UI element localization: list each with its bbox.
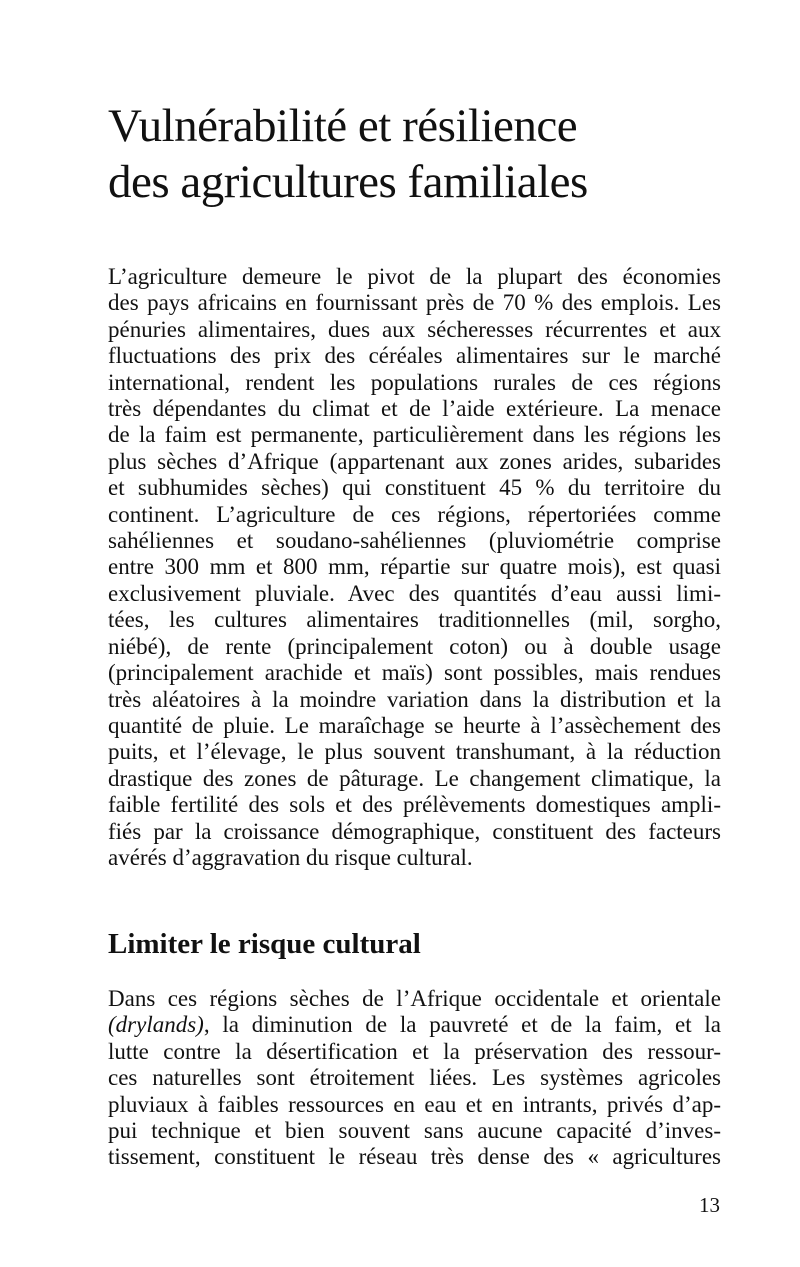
text-line: pluviaux à faibles ressources en eau et en intrants, privés d’ap-: [108, 1091, 721, 1117]
text-line: fluctuations des prix des céréales alimentaires sur le marché: [108, 343, 721, 369]
text-line: et subhumides sèches) qui constituent 45 % du territoire du: [108, 475, 721, 501]
chapter-title-line-1: Vulnérabilité et résilience: [108, 100, 578, 152]
text-line: L’agriculture demeure le pivot de la plupart des économies: [108, 264, 721, 289]
text-line: lutte contre la désertification et la préservation des ressour-: [108, 1038, 721, 1064]
text-line: pénuries alimentaires, dues aux sécheresses récurrentes et aux: [108, 316, 721, 342]
text-line: avérés d’aggravation du risque cultural.: [108, 844, 473, 870]
text-line: (principalement arachide et maïs) sont possibles, mais rendues: [108, 660, 721, 686]
body-paragraph-1: [108, 264, 721, 871]
text-line: sahéliennes et soudano-sahéliennes (pluviométrie comprise: [108, 528, 721, 554]
text-line: de la faim est permanente, particulièrement dans les régions les: [108, 422, 721, 448]
text-line: continent. L’agriculture de ces régions, répertoriées comme: [108, 501, 721, 527]
text-line: drastique des zones de pâturage. Le changement climatique, la: [108, 765, 721, 791]
chapter-title-line-2: des agricultures familiales: [108, 156, 588, 208]
text-line: des pays africains en fournissant près de 70 % des emplois. Les: [108, 290, 721, 316]
text-line: international, rendent les populations rurales de ces régions: [108, 369, 721, 395]
text-line: très aléatoires à la moindre variation dans la distribution et la: [108, 686, 721, 712]
text-line: très dépendantes du climat et de l’aide extérieure. La menace: [108, 396, 721, 422]
italic-term: (drylands): [108, 1012, 204, 1038]
page-number: 13: [699, 1193, 720, 1217]
text-line: entre 300 mm et 800 mm, répartie sur quatre mois), est quasi: [108, 554, 721, 580]
text-line: niébé), de rente (principalement coton) ou à double usage: [108, 633, 721, 659]
section-heading: Limiter le risque cultural: [108, 928, 421, 960]
text-line: plus sèches d’Afrique (appartenant aux zones arides, subarides: [108, 448, 721, 474]
text-line: [108, 1012, 721, 1038]
text-line: pui technique et bien souvent sans aucune capacité d’inves-: [108, 1118, 721, 1144]
text-line: puits, et l’élevage, le plus souvent transhumant, à la réduction: [108, 739, 721, 765]
text-line: Dans ces régions sèches de l’Afrique occidentale et orientale: [108, 986, 721, 1011]
body-paragraph-2: [108, 986, 721, 1171]
text-line: faible fertilité des sols et des prélèvements domestiques ampli-: [108, 792, 721, 818]
text-line: ces naturelles sont étroitement liées. Les systèmes agricoles: [108, 1065, 721, 1091]
text-line: fiés par la croissance démographique, constituent des facteurs: [108, 818, 721, 844]
text-fragment: , la diminution de la pauvreté et de la faim, et la: [203, 1012, 721, 1038]
text-line: quantité de pluie. Le maraîchage se heurte à l’assèchement des: [108, 712, 721, 738]
text-line: tées, les cultures alimentaires traditionnelles (mil, sorgho,: [108, 607, 721, 633]
text-line: tissement, constituent le réseau très dense des « agricultures: [108, 1144, 721, 1170]
text-line: exclusivement pluviale. Avec des quantités d’eau aussi limi-: [108, 580, 721, 606]
chapter-title: [108, 98, 728, 210]
